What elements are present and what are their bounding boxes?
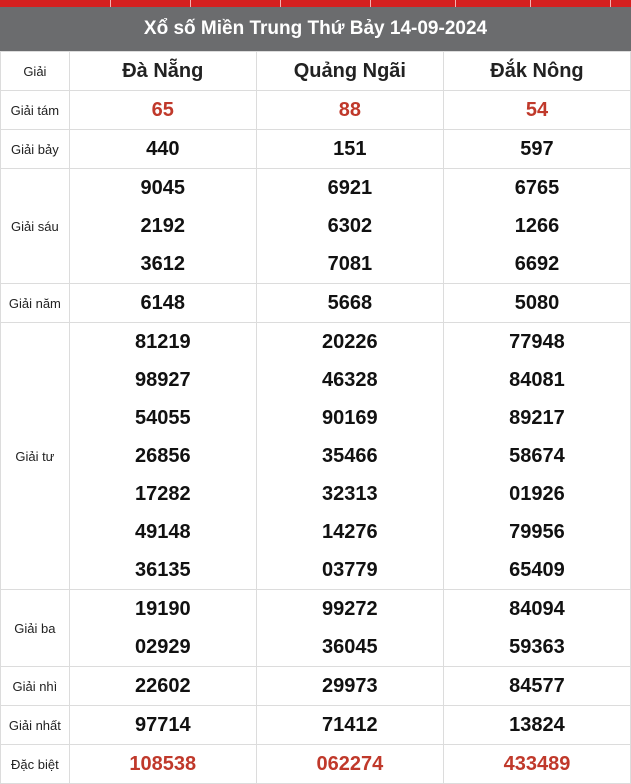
prize-cell bbox=[443, 706, 630, 745]
prize-number: 5080 bbox=[514, 292, 560, 314]
prize-cell bbox=[443, 323, 630, 590]
top-bar-divider bbox=[530, 0, 531, 7]
prize-cell bbox=[443, 284, 630, 323]
prize-number: 3612 bbox=[140, 253, 186, 275]
prize-number: 89217 bbox=[509, 407, 565, 429]
prize-label: Giải ba bbox=[1, 590, 70, 667]
prize-number: 98927 bbox=[134, 369, 191, 391]
top-bar-divider bbox=[280, 0, 281, 7]
prize-number: 88 bbox=[338, 99, 361, 121]
prize-cell bbox=[256, 169, 443, 284]
prize-number: 54055 bbox=[134, 407, 191, 429]
prize-number: 36135 bbox=[134, 559, 191, 581]
top-bar-divider bbox=[190, 0, 191, 7]
prize-number: 35466 bbox=[322, 445, 378, 467]
prize-number: 32313 bbox=[322, 483, 378, 505]
prize-number: 81219 bbox=[134, 331, 191, 353]
prize-number: 433489 bbox=[503, 753, 571, 775]
top-bar-divider bbox=[110, 0, 111, 7]
prize-number: 440 bbox=[146, 138, 180, 160]
prize-number: 01926 bbox=[509, 483, 565, 505]
prize-cell bbox=[69, 130, 256, 169]
prize-number: 7081 bbox=[327, 253, 373, 275]
prize-number: 2192 bbox=[140, 215, 186, 237]
prize-label: Giải nhất bbox=[1, 706, 70, 745]
prize-label: Giải nhì bbox=[1, 667, 70, 706]
prize-row bbox=[1, 284, 631, 323]
prize-label: Giải sáu bbox=[1, 169, 70, 284]
prize-label: Giải tư bbox=[1, 323, 70, 590]
prize-number: 20226 bbox=[322, 331, 378, 353]
lottery-results-table bbox=[0, 51, 631, 784]
prize-number: 65409 bbox=[509, 559, 565, 581]
prize-cell bbox=[69, 590, 256, 667]
prize-cell bbox=[443, 590, 630, 667]
province-header[interactable]: Quảng Ngãi bbox=[256, 52, 443, 91]
prize-cell bbox=[443, 745, 630, 784]
prize-number: 6692 bbox=[514, 253, 560, 275]
prize-cell bbox=[443, 130, 630, 169]
top-bar-divider bbox=[610, 0, 611, 7]
prize-number: 6302 bbox=[327, 215, 373, 237]
prize-number: 65 bbox=[151, 99, 174, 121]
prize-row bbox=[1, 130, 631, 169]
prize-number: 84094 bbox=[509, 598, 565, 620]
province-header[interactable]: Đắk Nông bbox=[443, 52, 630, 91]
prize-number: 062274 bbox=[316, 753, 384, 775]
prize-row bbox=[1, 590, 631, 667]
prize-row bbox=[1, 667, 631, 706]
prize-cell bbox=[256, 130, 443, 169]
prize-number: 36045 bbox=[322, 636, 378, 658]
prize-row bbox=[1, 169, 631, 284]
prize-row bbox=[1, 323, 631, 590]
prize-number: 46328 bbox=[322, 369, 378, 391]
prize-cell bbox=[256, 706, 443, 745]
prize-cell bbox=[443, 169, 630, 284]
prize-cell bbox=[256, 323, 443, 590]
prize-number: 151 bbox=[333, 138, 367, 160]
prize-number: 22602 bbox=[134, 675, 191, 697]
prize-number: 6765 bbox=[514, 177, 560, 199]
results-title: Xổ số Miền Trung Thứ Bảy 14-09-2024 bbox=[0, 7, 631, 51]
prize-number: 59363 bbox=[509, 636, 565, 658]
prize-number: 99272 bbox=[322, 598, 378, 620]
prize-number: 6921 bbox=[327, 177, 373, 199]
prize-number: 90169 bbox=[322, 407, 378, 429]
prize-number: 84081 bbox=[509, 369, 565, 391]
prize-number: 79956 bbox=[509, 521, 565, 543]
prize-cell bbox=[69, 706, 256, 745]
prize-cell bbox=[69, 323, 256, 590]
prize-number: 03779 bbox=[322, 559, 378, 581]
prize-number: 6148 bbox=[140, 292, 186, 314]
prize-number: 84577 bbox=[509, 675, 565, 697]
prize-number: 26856 bbox=[134, 445, 191, 467]
prize-number: 71412 bbox=[322, 714, 378, 736]
prize-label: Giải tám bbox=[1, 91, 70, 130]
prize-number: 29973 bbox=[322, 675, 378, 697]
prize-number: 97714 bbox=[134, 714, 191, 736]
prize-cell bbox=[69, 91, 256, 130]
prize-cell bbox=[256, 284, 443, 323]
prize-cell bbox=[256, 745, 443, 784]
prize-number: 9045 bbox=[140, 177, 186, 199]
top-bar-divider bbox=[455, 0, 456, 7]
prize-number: 17282 bbox=[134, 483, 191, 505]
prize-row bbox=[1, 91, 631, 130]
province-header[interactable]: Đà Nẵng bbox=[69, 52, 256, 91]
prize-cell bbox=[256, 91, 443, 130]
prize-label: Đặc biệt bbox=[1, 745, 70, 784]
prize-label: Giải năm bbox=[1, 284, 70, 323]
prize-cell bbox=[443, 91, 630, 130]
prize-number: 597 bbox=[520, 138, 554, 160]
prize-column-header: Giải bbox=[1, 52, 70, 91]
prize-number: 14276 bbox=[322, 521, 378, 543]
prize-number: 02929 bbox=[134, 636, 191, 658]
prize-cell bbox=[443, 667, 630, 706]
prize-row bbox=[1, 706, 631, 745]
prize-row bbox=[1, 745, 631, 784]
prize-number: 54 bbox=[525, 99, 549, 121]
prize-cell bbox=[256, 590, 443, 667]
prize-number: 77948 bbox=[509, 331, 565, 353]
top-bar-divider bbox=[370, 0, 371, 7]
prize-cell bbox=[69, 745, 256, 784]
prize-number: 5668 bbox=[327, 292, 373, 314]
prize-number: 49148 bbox=[134, 521, 191, 543]
header-row bbox=[1, 52, 631, 91]
prize-cell bbox=[69, 284, 256, 323]
prize-number: 19190 bbox=[134, 598, 191, 620]
prize-number: 1266 bbox=[514, 215, 560, 237]
top-accent-bar bbox=[0, 0, 631, 7]
prize-cell bbox=[69, 169, 256, 284]
prize-label: Giải bảy bbox=[1, 130, 70, 169]
prize-number: 108538 bbox=[129, 753, 197, 775]
prize-cell bbox=[256, 667, 443, 706]
prize-cell bbox=[69, 667, 256, 706]
prize-number: 58674 bbox=[509, 445, 565, 467]
prize-number: 13824 bbox=[509, 714, 565, 736]
